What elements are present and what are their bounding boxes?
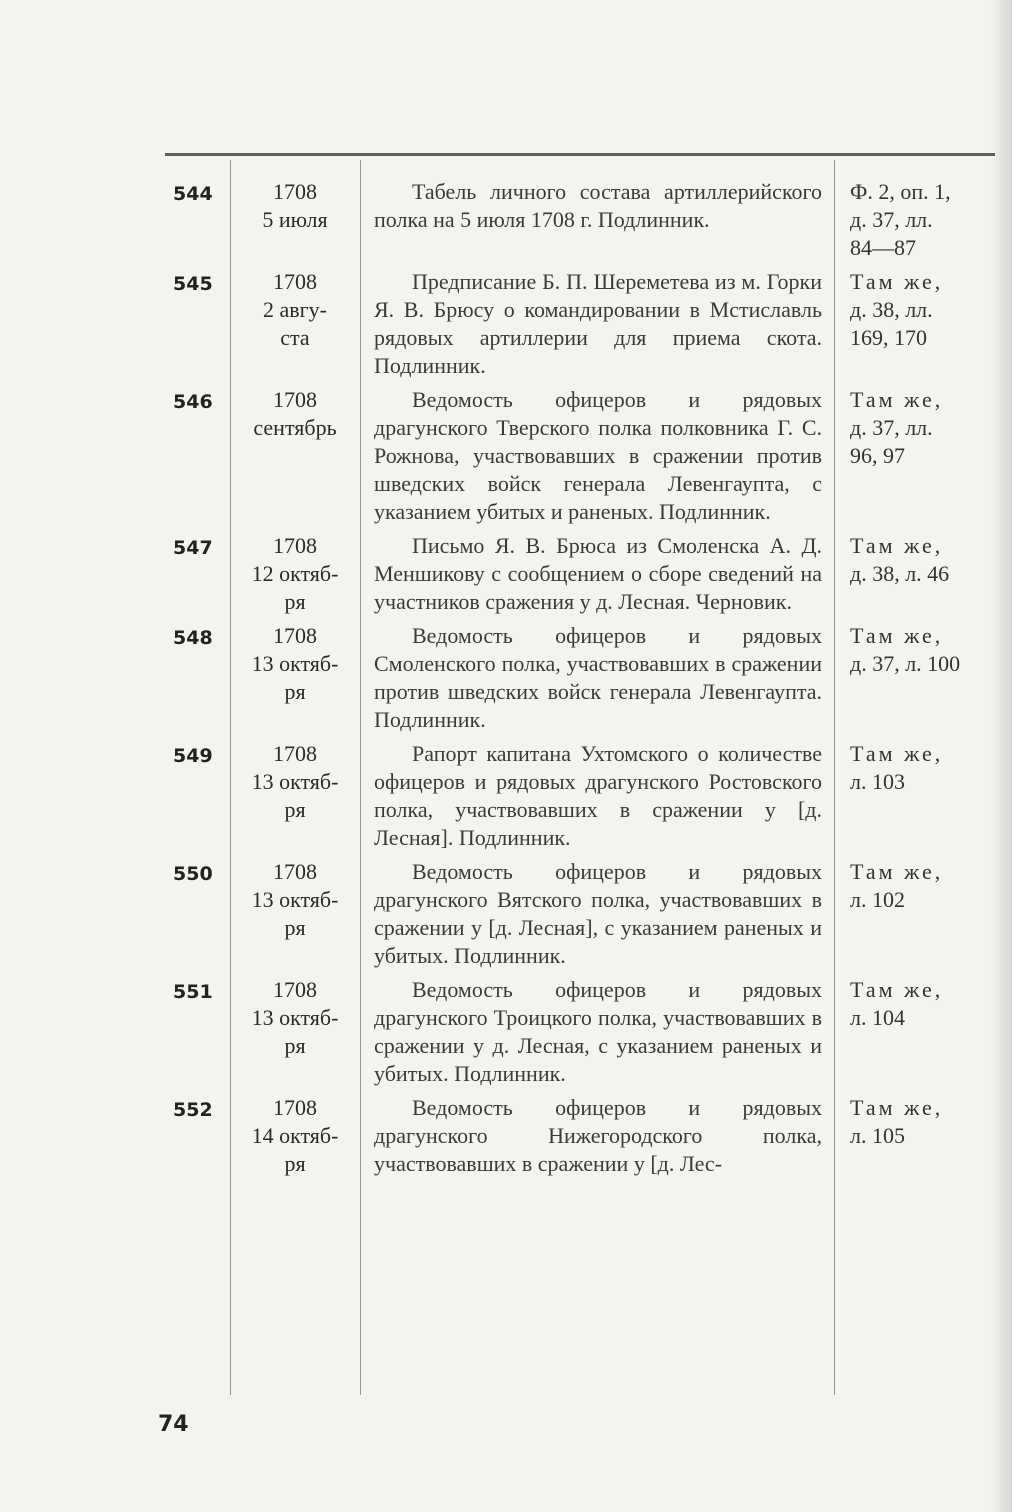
entry-number: 546 [173, 391, 213, 413]
entry-date-line: 2 авгу- [262, 297, 327, 322]
entry-reference [834, 976, 995, 1088]
entry-row [165, 532, 995, 616]
entry-reference-line: Там же, [850, 977, 944, 1002]
entry-date-line: 5 июля [262, 207, 328, 232]
entry-description: Ведомость офицеров и рядовых драгунского Вятского полка, участвовавших в сражении у [д. Лесная], с указанием раненых и убитых. Подлинник. [374, 859, 822, 968]
entry-description: Ведомость офицеров и рядовых Смоленского полка, участвовавших в сражении против шведских войск генерала Левенгаупта. Подлинник. [374, 623, 822, 732]
entry-reference-line: Там же, [850, 741, 944, 766]
entry-reference-line: Там же, [850, 269, 944, 294]
entry-reference-line: Там же, [850, 533, 944, 558]
entry-reference [834, 740, 995, 852]
entry-row [165, 622, 995, 734]
entry-reference [834, 386, 995, 526]
entry-date-line: ря [284, 1151, 306, 1176]
entry-date [230, 1094, 360, 1178]
entry-reference [834, 268, 995, 380]
entry-reference-line: 96, 97 [850, 443, 905, 468]
entry-date-line: 13 октяб- [251, 769, 339, 794]
entry-date-line: 1708 [273, 387, 317, 412]
entry-date [230, 386, 360, 526]
entry-date-line: 14 октяб- [251, 1123, 339, 1148]
entry-reference [834, 622, 995, 734]
entry-date-line: 1708 [273, 179, 317, 204]
entry-reference-line: л. 104 [850, 1005, 905, 1030]
entry-row [165, 268, 995, 380]
entry-date-line: 13 октяб- [251, 651, 339, 676]
entry-row [165, 178, 995, 262]
entry-description: Ведомость офицеров и рядовых драгунского Нижегородского полка, участвовавших в сражении у [д. Лес- [374, 1095, 822, 1176]
entry-date-line: 1708 [273, 533, 317, 558]
entry-reference [834, 1094, 995, 1178]
page-edge-shadow [990, 0, 1012, 1512]
entry-date [230, 976, 360, 1088]
entry-date-line: ря [284, 797, 306, 822]
entry-description: Письмо Я. В. Брюса из Смоленска А. Д. Меншикову с сообщением о сборе сведений на участников сражения у д. Лесная. Черновик. [374, 533, 822, 614]
entry-row [165, 386, 995, 526]
entry-reference-line: Ф. 2, оп. 1, [850, 179, 951, 204]
entry-date-line: 1708 [273, 977, 317, 1002]
entry-number: 549 [173, 745, 213, 767]
entry-reference-line: Там же, [850, 1095, 944, 1120]
entry-reference-line: Там же, [850, 859, 944, 884]
entry-date-line: 1708 [273, 1095, 317, 1120]
entry-reference-line: д. 37, лл. [850, 207, 933, 232]
top-rule [165, 153, 995, 156]
entry-date-line: ста [280, 325, 310, 350]
entry-date [230, 740, 360, 852]
entry-reference [834, 532, 995, 616]
entry-date-line: 1708 [273, 269, 317, 294]
entry-number: 552 [173, 1099, 213, 1121]
entry-reference-line: Там же, [850, 623, 944, 648]
entry-description: Табель личного состава артиллерийского полка на 5 июля 1708 г. Подлинник. [374, 179, 822, 232]
entry-date-line: 13 октяб- [251, 887, 339, 912]
entry-date-line: ря [284, 679, 306, 704]
entry-date-line: ря [284, 915, 306, 940]
entry-number: 544 [173, 183, 213, 205]
page-number: 74 [158, 1412, 189, 1437]
entry-reference-line: д. 37, лл. [850, 415, 933, 440]
archive-entries-table [165, 178, 995, 1184]
entry-reference-line: д. 37, л. 100 [850, 651, 961, 676]
entry-date-line: ря [284, 589, 306, 614]
entry-number: 547 [173, 537, 213, 559]
entry-date-line: 12 октяб- [251, 561, 339, 586]
entry-number: 545 [173, 273, 213, 295]
entry-date-line: ря [284, 1033, 306, 1058]
entry-reference-line: д. 38, л. 46 [850, 561, 950, 586]
entry-reference-line: д. 38, лл. [850, 297, 933, 322]
entry-reference-line: л. 103 [850, 769, 905, 794]
entry-reference-line: л. 102 [850, 887, 905, 912]
entry-reference-line: 84—87 [850, 235, 916, 260]
entry-number: 550 [173, 863, 213, 885]
entry-description: Рапорт капитана Ухтомского о количестве офицеров и рядовых драгунского Ростовского полка, участвовавших в сражении у [д. Лесная]. Подлинник. [374, 741, 822, 850]
entry-description: Ведомость офицеров и рядовых драгунского Тверского полка полковника Г. С. Рожнова, участвовавших в сражении против шведских войск генерала Левенгаупта, с указанием убитых и раненых. Подлинник. [374, 387, 822, 524]
entry-row [165, 858, 995, 970]
entry-date-line: сентябрь [253, 415, 337, 440]
entry-number: 551 [173, 981, 213, 1003]
entry-date [230, 532, 360, 616]
entry-row [165, 740, 995, 852]
entry-date [230, 268, 360, 380]
entry-date [230, 622, 360, 734]
entry-reference-line: л. 105 [850, 1123, 905, 1148]
entry-row [165, 976, 995, 1088]
entry-row [165, 1094, 995, 1178]
entry-description: Предписание Б. П. Шереметева из м. Горки Я. В. Брюсу о командировании в Мстиславль рядовых артиллерии для приема скота. Подлинник. [374, 269, 822, 378]
entry-reference-line: 169, 170 [850, 325, 927, 350]
entry-date-line: 1708 [273, 741, 317, 766]
entry-date-line: 1708 [273, 859, 317, 884]
entry-reference [834, 858, 995, 970]
entry-reference [834, 178, 995, 262]
entry-description: Ведомость офицеров и рядовых драгунского Троицкого полка, участвовавших в сражении у д. Лесная, с указанием раненых и убитых. Подлинник. [374, 977, 822, 1086]
entry-date [230, 858, 360, 970]
entry-date-line: 13 октяб- [251, 1005, 339, 1030]
entry-reference-line: Там же, [850, 387, 944, 412]
entry-number: 548 [173, 627, 213, 649]
entry-date-line: 1708 [273, 623, 317, 648]
entry-date [230, 178, 360, 262]
